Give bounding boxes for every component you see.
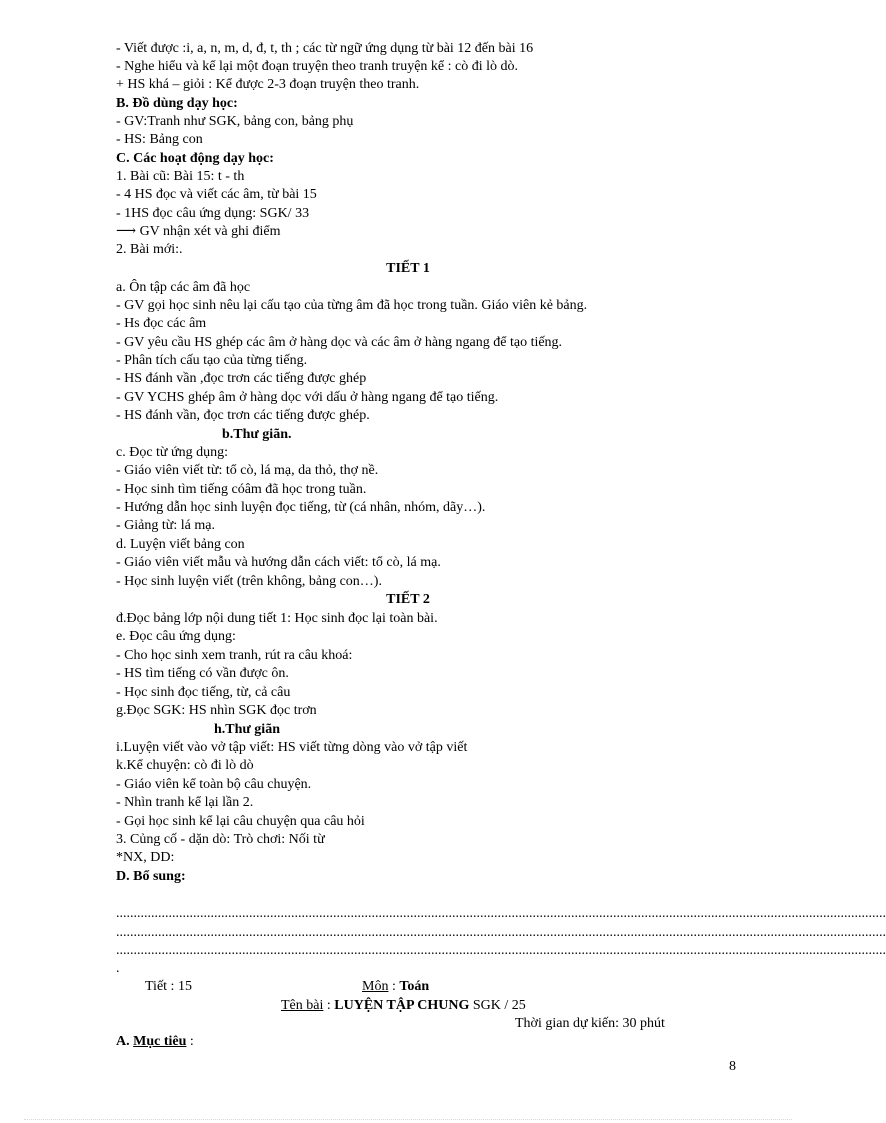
- text-line: - Học sinh đọc tiếng, từ, cả câu: [116, 685, 291, 700]
- text-line: - Viết được :i, a, n, m, d, đ, t, th ; các từ ngữ ứng dụng từ bài 12 đến bài 16: [116, 41, 534, 56]
- text-line: - Gọi học sinh kể lại câu chuyện qua câu hỏi: [116, 814, 365, 829]
- dotted-line: ............................................................................................................................................................................................................................: [116, 906, 886, 921]
- text-line: - GV yêu cầu HS ghép các âm ở hàng dọc và các âm ở hàng ngang để tạo tiếng.: [116, 335, 563, 350]
- objectives-label: Mục tiêu: [133, 1034, 187, 1049]
- dotted-line: .: [116, 961, 120, 976]
- subject-label: Môn: [362, 979, 389, 994]
- page-number: 8: [729, 1059, 736, 1074]
- lesson-period: Tiết : 15: [145, 979, 192, 994]
- text-line: a. Ôn tập các âm đã học: [116, 280, 251, 295]
- text-line: - Hướng dẫn học sinh luyện đọc tiếng, từ (cá nhân, nhóm, dãy…).: [116, 500, 486, 515]
- page-edge-divider: [24, 1119, 792, 1120]
- section-heading: C. Các hoạt động dạy học:: [116, 151, 274, 166]
- text-line: ⟶ GV nhận xét và ghi điểm: [116, 224, 281, 239]
- lesson-title-value: LUYỆN TẬP CHUNG: [334, 998, 470, 1013]
- text-line: e. Đọc câu ứng dụng:: [116, 629, 236, 644]
- text-line: - Học sinh tìm tiếng cóâm đã học trong tuần.: [116, 482, 367, 497]
- text-line: k.Kể chuyện: cò đi lò dò: [116, 758, 254, 773]
- text-line: - Nghe hiểu và kể lại một đoạn truyện theo tranh truyện kể : cò đi lò dò.: [116, 59, 519, 74]
- lesson-title: [281, 997, 526, 1015]
- text-line: - HS tìm tiếng có vần được ôn.: [116, 666, 289, 681]
- lesson-title-sep: :: [323, 998, 335, 1013]
- text-line: - Giáo viên kể toàn bộ câu chuyện.: [116, 777, 312, 792]
- text-line: 2. Bài mới:.: [116, 242, 183, 257]
- lesson-title-label: Tên bài: [281, 998, 324, 1013]
- text-line: d. Luyện viết bảng con: [116, 537, 245, 552]
- text-line: + HS khá – giỏi : Kể được 2-3 đoạn truyện theo tranh.: [116, 77, 420, 92]
- tiet-1-heading: TIẾT 1: [386, 261, 430, 276]
- text-line: - GV YCHS ghép âm ở hàng dọc với dấu ở hàng ngang để tạo tiếng.: [116, 390, 499, 405]
- relax-heading: b.Thư giãn.: [222, 427, 292, 442]
- objectives-heading: [116, 1033, 194, 1051]
- lesson-duration: Thời gian dự kiến: 30 phút: [515, 1016, 665, 1031]
- relax-heading: h.Thư giãn: [214, 722, 280, 737]
- text-line: *NX, DD:: [116, 850, 175, 865]
- text-line: 1. Bài cũ: Bài 15: t - th: [116, 169, 245, 184]
- text-line: i.Luyện viết vào vở tập viết: HS viết từng dòng vào vở tập viết: [116, 740, 468, 755]
- text-line: - HS: Bảng con: [116, 132, 203, 147]
- subject: [362, 978, 429, 996]
- section-heading: D. Bổ sung:: [116, 869, 186, 884]
- text-line: - Hs đọc các âm: [116, 316, 207, 331]
- subject-sep: :: [388, 979, 400, 994]
- text-line: - Giáo viên viết từ: tổ cò, lá mạ, da thỏ, thợ nề.: [116, 463, 379, 478]
- text-line: - Nhìn tranh kể lại lần 2.: [116, 795, 254, 810]
- text-line: - GV gọi học sinh nêu lại cấu tạo của từng âm đã học trong tuần. Giáo viên kẻ bảng.: [116, 298, 588, 313]
- text-line: - 1HS đọc câu ứng dụng: SGK/ 33: [116, 206, 310, 221]
- text-line: - HS đánh vần ,đọc trơn các tiếng được ghép: [116, 371, 367, 386]
- objectives-sep: :: [186, 1034, 194, 1049]
- text-line: - Giáo viên viết mẫu và hướng dẫn cách viết: tổ cò, lá mạ.: [116, 555, 441, 570]
- subject-value: Toán: [399, 979, 430, 994]
- text-line: - 4 HS đọc và viết các âm, từ bài 15: [116, 187, 317, 202]
- text-line: - GV:Tranh như SGK, bảng con, bảng phụ: [116, 114, 354, 129]
- text-line: 3. Củng cố - dặn dò: Trò chơi: Nối từ: [116, 832, 325, 847]
- lesson-title-ref: SGK / 25: [469, 998, 526, 1013]
- dotted-line: ............................................................................................................................................................................................................................: [116, 943, 886, 958]
- text-line: - Cho học sinh xem tranh, rút ra câu khoá:: [116, 648, 353, 663]
- text-line: đ.Đọc bảng lớp nội dung tiết 1: Học sinh đọc lại toàn bài.: [116, 611, 438, 626]
- objectives-prefix: A.: [116, 1034, 134, 1049]
- text-line: - Giảng từ: lá mạ.: [116, 518, 215, 533]
- text-line: g.Đọc SGK: HS nhìn SGK đọc trơn: [116, 703, 317, 718]
- dotted-line: ............................................................................................................................................................................................................................: [116, 925, 886, 940]
- text-line: - Học sinh luyện viết (trên không, bảng con…).: [116, 574, 382, 589]
- tiet-2-heading: TIẾT 2: [386, 592, 430, 607]
- text-line: c. Đọc từ ứng dụng:: [116, 445, 228, 460]
- text-line: - HS đánh vần, đọc trơn các tiếng được ghép.: [116, 408, 370, 423]
- section-heading: B. Đồ dùng dạy học:: [116, 96, 238, 111]
- text-line: - Phân tích cấu tạo của từng tiếng.: [116, 353, 308, 368]
